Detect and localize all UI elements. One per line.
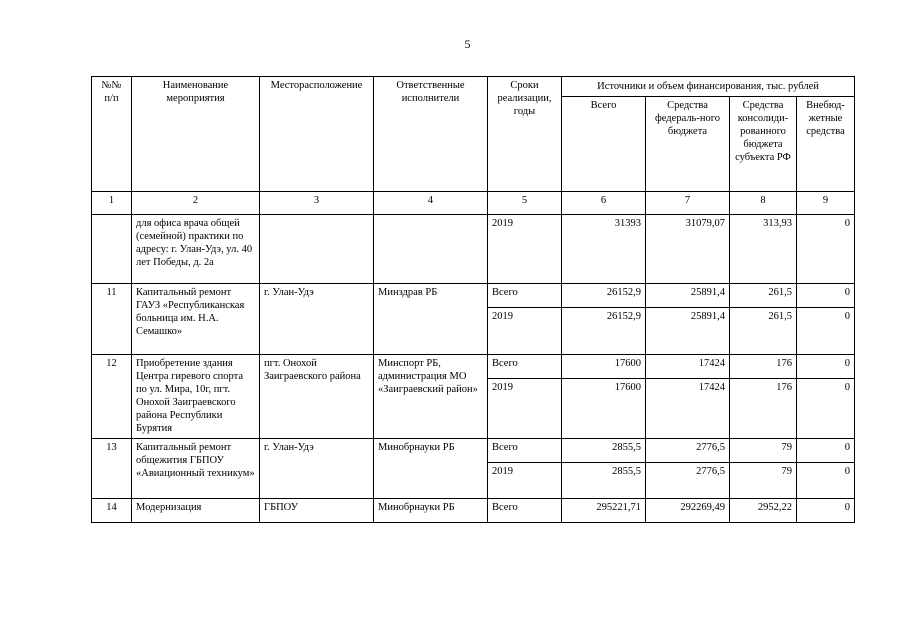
row-name: Капитальный ремонт общежития ГБПОУ «Авиационный техникум» [132, 439, 260, 499]
cell-extrabudget: 0 [797, 284, 855, 308]
header-regional: Средства консолиди-рованного бюджета субъекта РФ [730, 97, 797, 192]
funding-table [91, 76, 855, 523]
cell-total: 31393 [562, 215, 646, 284]
table-row [92, 499, 855, 523]
column-number: 6 [562, 192, 646, 215]
row-executor: Минобрнауки РБ [374, 439, 488, 499]
row-name: Модернизация [132, 499, 260, 523]
row-name: Приобретение здания Центра гиревого спорта по ул. Мира, 10г, пгт. Онохой Заиграевского района Республики Бурятия [132, 355, 260, 439]
cell-federal: 2776,5 [646, 439, 730, 463]
header-funding-group: Источники и объем финансирования, тыс. рублей [562, 77, 855, 97]
cell-regional: 176 [730, 355, 797, 379]
header-location: Месторасположение [260, 77, 374, 192]
cell-federal: 25891,4 [646, 308, 730, 355]
table-row [92, 439, 855, 463]
column-number: 2 [132, 192, 260, 215]
header-extrabudget: Внебюд-жетные средства [797, 97, 855, 192]
row-location: ГБПОУ [260, 499, 374, 523]
cell-federal: 17424 [646, 379, 730, 439]
header-total: Всего [562, 97, 646, 192]
column-number-row [92, 192, 855, 215]
page-number: 5 [464, 37, 471, 51]
row-executor: Минздрав РБ [374, 284, 488, 355]
column-number: 8 [730, 192, 797, 215]
row-number: 12 [92, 355, 132, 439]
header-federal: Средства федераль-ного бюджета [646, 97, 730, 192]
cell-regional: 261,5 [730, 308, 797, 355]
row-number: 11 [92, 284, 132, 355]
cell-regional: 79 [730, 463, 797, 499]
row-year: 2019 [488, 379, 562, 439]
cell-extrabudget: 0 [797, 439, 855, 463]
row-location: г. Улан-Удэ [260, 439, 374, 499]
row-number [92, 215, 132, 284]
row-year: 2019 [488, 215, 562, 284]
table-row [92, 284, 855, 308]
row-year: Всего [488, 355, 562, 379]
cell-extrabudget: 0 [797, 499, 855, 523]
cell-federal: 31079,07 [646, 215, 730, 284]
header-num: №№ п/п [92, 77, 132, 192]
cell-extrabudget: 0 [797, 355, 855, 379]
cell-federal: 2776,5 [646, 463, 730, 499]
cell-extrabudget: 0 [797, 215, 855, 284]
column-number: 9 [797, 192, 855, 215]
row-number: 13 [92, 439, 132, 499]
cell-total: 17600 [562, 355, 646, 379]
cell-total: 2855,5 [562, 463, 646, 499]
header-name: Наименование мероприятия [132, 77, 260, 192]
column-number: 1 [92, 192, 132, 215]
column-number: 4 [374, 192, 488, 215]
cell-total: 295221,71 [562, 499, 646, 523]
table-row [92, 355, 855, 379]
cell-total: 26152,9 [562, 308, 646, 355]
header-row [92, 77, 855, 97]
cell-regional: 79 [730, 439, 797, 463]
row-executor: Минспорт РБ, администрация МО «Заиграевский район» [374, 355, 488, 439]
column-number: 3 [260, 192, 374, 215]
row-year: Всего [488, 439, 562, 463]
cell-regional: 2952,22 [730, 499, 797, 523]
column-number: 5 [488, 192, 562, 215]
cell-total: 26152,9 [562, 284, 646, 308]
cell-total: 2855,5 [562, 439, 646, 463]
row-executor: Минобрнауки РБ [374, 499, 488, 523]
row-number: 14 [92, 499, 132, 523]
cell-extrabudget: 0 [797, 463, 855, 499]
row-year: Всего [488, 284, 562, 308]
header-executor: Ответственные исполнители [374, 77, 488, 192]
row-year: Всего [488, 499, 562, 523]
table-row [92, 215, 855, 284]
cell-federal: 25891,4 [646, 284, 730, 308]
cell-total: 17600 [562, 379, 646, 439]
cell-federal: 292269,49 [646, 499, 730, 523]
row-name: для офиса врача общей (семейной) практики по адресу: г. Улан-Удэ, ул. 40 лет Победы, д. 2а [132, 215, 260, 284]
column-number: 7 [646, 192, 730, 215]
row-location: пгт. Онохой Заиграевского района [260, 355, 374, 439]
row-year: 2019 [488, 463, 562, 499]
row-executor [374, 215, 488, 284]
cell-regional: 176 [730, 379, 797, 439]
cell-extrabudget: 0 [797, 308, 855, 355]
header-period: Сроки реализации, годы [488, 77, 562, 192]
row-name: Капитальный ремонт ГАУЗ «Республиканская больница им. Н.А. Семашко» [132, 284, 260, 355]
row-year: 2019 [488, 308, 562, 355]
cell-extrabudget: 0 [797, 379, 855, 439]
cell-regional: 261,5 [730, 284, 797, 308]
cell-federal: 17424 [646, 355, 730, 379]
row-location [260, 215, 374, 284]
cell-regional: 313,93 [730, 215, 797, 284]
row-location: г. Улан-Удэ [260, 284, 374, 355]
